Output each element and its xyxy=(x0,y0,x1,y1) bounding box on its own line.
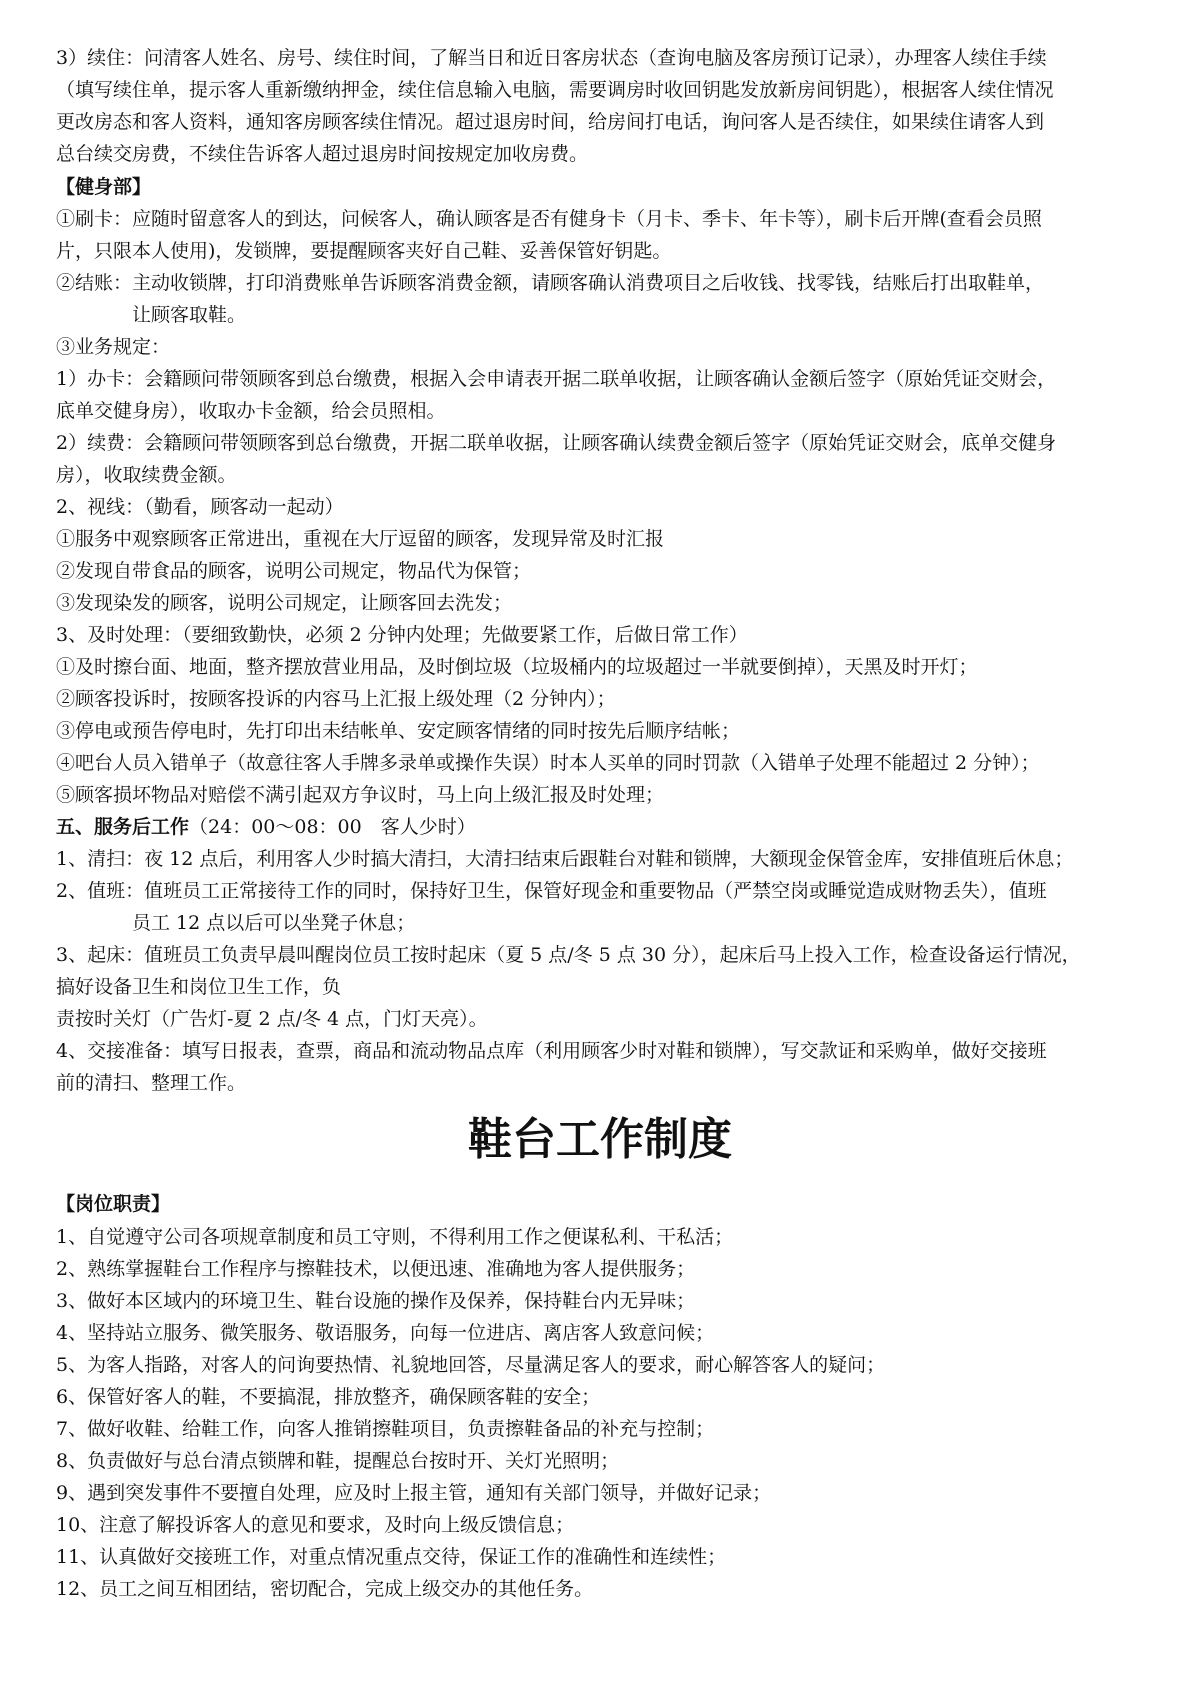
text-line: 底单交健身房），收取办卡金额，给会员照相。 xyxy=(56,400,446,422)
text-line: 4、交接准备：填写日报表，查票，商品和流动物品点库（利用顾客少时对鞋和锁牌），写交款证和采购单，做好交接班 xyxy=(56,1040,1047,1062)
text-line: 2）续费：会籍顾问带领顾客到总台缴费，开据二联单收据，让顾客确认续费金额后签字（原始凭证交财会，底单交健身 xyxy=(56,432,1057,454)
section-heading-after-hours: （24：00～08：00 客人少时） xyxy=(189,816,476,838)
list-item: 12、员工之间互相团结，密切配合，完成上级交办的其他任务。 xyxy=(56,1578,594,1600)
text-line: ⑤顾客损坏物品对赔偿不满引起双方争议时，马上向上级汇报及时处理； xyxy=(56,784,665,806)
list-item: 9、遇到突发事件不要擅自处理，应及时上报主管，通知有关部门领导，并做好记录； xyxy=(56,1482,772,1504)
list-item: 10、注意了解投诉客人的意见和要求，及时向上级反馈信息； xyxy=(56,1514,575,1536)
text-line: （填写续住单，提示客人重新缴纳押金，续住信息输入电脑，需要调房时收回钥匙发放新房间钥匙），根据客人续住情况 xyxy=(56,79,1054,101)
text-line: 2、视线：（勤看，顾客动一起动） xyxy=(56,496,344,518)
text-line: 房），收取续费金额。 xyxy=(56,464,237,486)
text-line: ③停电或预告停电时，先打印出未结帐单、安定顾客情绪的同时按先后顺序结帐； xyxy=(56,720,741,742)
text-line: ②结账：主动收锁牌，打印消费账单告诉顾客消费金额，请顾客确认消费项目之后收钱、找零钱，结账后打出取鞋单， xyxy=(56,272,1045,294)
list-item: 2、熟练掌握鞋台工作程序与擦鞋技术，以便迅速、准确地为客人提供服务； xyxy=(56,1258,696,1280)
text-line: ②顾客投诉时，按顾客投诉的内容马上汇报上级处理（2 分钟内）； xyxy=(56,688,616,710)
text-line: 责按时关灯（广告灯-夏 2 点/冬 4 点，门灯天亮）。 xyxy=(56,1008,488,1030)
text-line: ①服务中观察顾客正常进出，重视在大厅逗留的顾客，发现异常及时汇报 xyxy=(56,528,665,550)
text-line: 员工 12 点以后可以坐凳子休息； xyxy=(56,912,416,934)
text-line: 3、起床：值班员工负责早晨叫醒岗位员工按时起床（夏 5 点/冬 5 点 30 分），起床后马上投入工作，检查设备运行情况， xyxy=(56,944,1081,966)
text-line: ④吧台人员入错单子（故意往客人手牌多录单或操作失误）时本人买单的同时罚款（入错单子处理不能超过 2 分钟）； xyxy=(56,752,1040,774)
section-heading-after-service xyxy=(56,811,476,843)
list-item: 6、保管好客人的鞋，不要搞混，排放整齐，确保顾客鞋的安全； xyxy=(56,1386,601,1408)
document-title: 鞋台工作制度 xyxy=(468,1114,732,1165)
text-line: ②发现自带食品的顾客，说明公司规定，物品代为保管； xyxy=(56,560,532,582)
text-line: 总台续交房费，不续住告诉客人超过退房时间按规定加收房费。 xyxy=(56,143,589,165)
text-line: 片，只限本人使用)，发锁牌，要提醒顾客夹好自己鞋、妥善保管好钥匙。 xyxy=(56,240,672,262)
list-item: 4、坚持站立服务、微笑服务、敬语服务，向每一位进店、离店客人致意问候； xyxy=(56,1322,715,1344)
text-line: 搞好设备卫生和岗位卫生工作，负 xyxy=(56,976,342,998)
list-item: 5、为客人指路，对客人的问询要热情、礼貌地回答，尽量满足客人的要求，耐心解答客人的疑问； xyxy=(56,1354,886,1376)
text-line: 前的清扫、整理工作。 xyxy=(56,1072,247,1094)
section-heading-gym: 【健身部】 xyxy=(56,176,152,198)
list-item: 8、负责做好与总台清点锁牌和鞋，提醒总台按时开、关灯光照明； xyxy=(56,1450,620,1472)
list-item: 7、做好收鞋、给鞋工作，向客人推销擦鞋项目，负责擦鞋备品的补充与控制； xyxy=(56,1418,715,1440)
list-item: 3、做好本区域内的环境卫生、鞋台设施的操作及保养，保持鞋台内无异味； xyxy=(56,1290,696,1312)
section-heading-duty: 【岗位职责】 xyxy=(56,1193,171,1215)
text-line: 更改房态和客人资料，通知客房顾客续住情况。超过退房时间，给房间打电话，询问客人是否续住，如果续住请客人到 xyxy=(56,111,1045,133)
text-line: 2、值班：值班员工正常接待工作的同时，保持好卫生，保管好现金和重要物品（严禁空岗或睡觉造成财物丢失），值班 xyxy=(56,880,1047,902)
text-line: ③业务规定： xyxy=(56,336,171,358)
text-line: 让顾客取鞋。 xyxy=(56,304,247,326)
section-heading-after-title: 五、服务后工作 xyxy=(56,816,190,838)
text-line: 3）续住：问清客人姓名、房号、续住时间，了解当日和近日客房状态（查询电脑及客房预订记录），办理客人续住手续 xyxy=(56,47,1047,69)
list-item: 1、自觉遵守公司各项规章制度和员工守则，不得利用工作之便谋私利、干私活； xyxy=(56,1226,734,1248)
text-line: ①刷卡：应随时留意客人的到达，问候客人，确认顾客是否有健身卡（月卡、季卡、年卡等），刷卡后开牌(查看会员照 xyxy=(56,208,1042,230)
list-item: 11、认真做好交接班工作，对重点情况重点交待，保证工作的准确性和连续性； xyxy=(56,1546,727,1568)
text-line: ③发现染发的顾客，说明公司规定，让顾客回去洗发； xyxy=(56,592,513,614)
text-line: 3、及时处理：（要细致勤快，必须 2 分钟内处理；先做要紧工作，后做日常工作） xyxy=(56,624,748,646)
text-line: ①及时擦台面、地面，整齐摆放营业用品，及时倒垃圾（垃圾桶内的垃圾超过一半就要倒掉），天黑及时开灯； xyxy=(56,656,978,678)
text-line: 1、清扫：夜 12 点后，利用客人少时搞大清扫，大清扫结束后跟鞋台对鞋和锁牌，大额现金保管金库，安排值班后休息； xyxy=(56,848,1074,870)
text-line: 1）办卡：会籍顾问带领顾客到总台缴费，根据入会申请表开据二联单收据，让顾客确认金额后签字（原始凭证交财会， xyxy=(56,368,1057,390)
